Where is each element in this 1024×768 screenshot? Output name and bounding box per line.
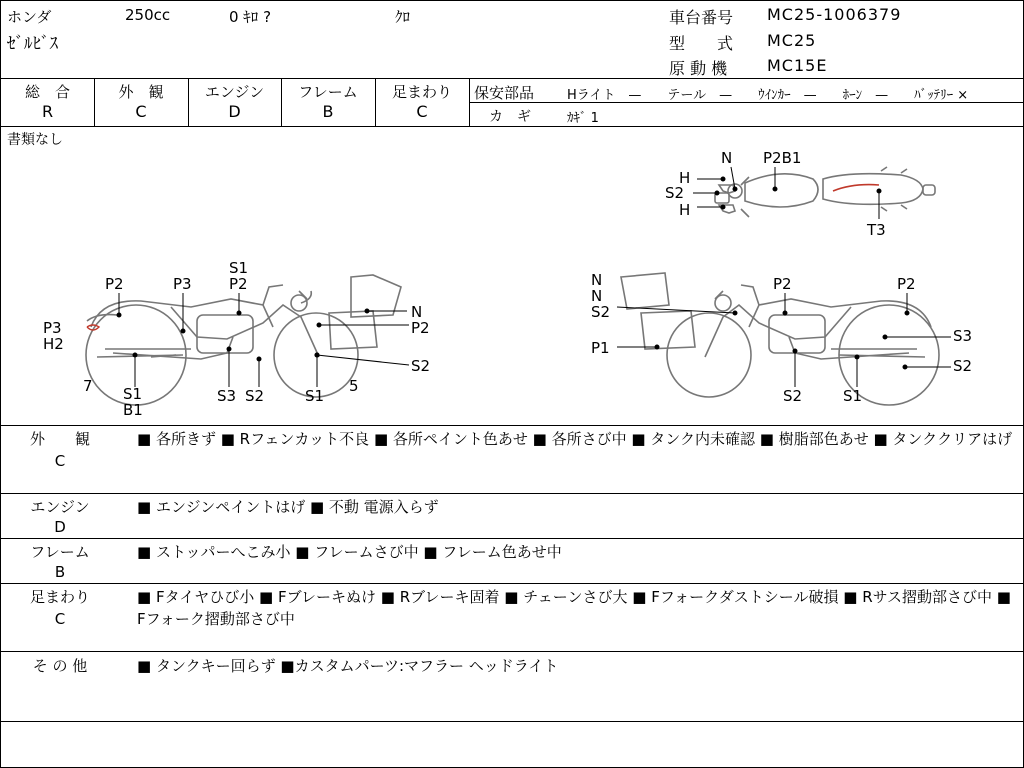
mileage: 0 ｷﾛ ? [229, 8, 272, 26]
grade-exterior-value: C [135, 102, 147, 121]
diag-label: P2 [773, 275, 792, 293]
diag-label: P2 [897, 275, 916, 293]
model-name: ｾﾞﾙﾋﾞｽ [7, 34, 58, 54]
section-engine-text: ■ エンジンペイントはげ ■ 不動 電源入らず [137, 498, 439, 516]
diag-label: S2 [665, 184, 685, 202]
diag-label: H [679, 201, 691, 219]
diag-label: 7 [83, 377, 93, 395]
section-other-text: ■ タンクキー回らず ■カスタムパーツ:マフラー ヘッドライト [137, 657, 559, 675]
grade-suspension-label: 足まわり [391, 83, 452, 101]
section-exterior-label: 外 観 [29, 430, 90, 448]
documents-note: 書類なし [7, 132, 63, 148]
grade-suspension-value: C [416, 102, 428, 121]
key-label: カ ギ [489, 109, 531, 125]
type-value: MC25 [767, 31, 817, 50]
diag-label: N [411, 303, 423, 321]
diag-label: S1 [305, 387, 325, 405]
diag-label: P3 [173, 275, 192, 293]
diag-label: N [591, 271, 603, 289]
diag-label: P1 [591, 339, 610, 357]
section-suspension-grade: C [54, 610, 66, 628]
diag-label: B1 [123, 401, 143, 419]
divider [1, 78, 1023, 79]
engine-label: 原 動 機 [669, 59, 728, 78]
diag-label: H [679, 169, 691, 187]
color: ｸﾛ [395, 8, 411, 26]
safety-items: Hライト — テール — ｳｲﾝｶｰ — ﾎｰﾝ — ﾊﾞｯﾃﾘｰ × [567, 88, 969, 103]
key-value: ｶｷﾞ 1 [567, 111, 599, 126]
diag-label: S3 [953, 327, 973, 345]
section-engine-label: エンジン [30, 498, 90, 516]
diag-label: N [721, 149, 733, 167]
diag-label: S2 [953, 357, 973, 375]
grade-frame-value: B [322, 102, 334, 121]
damage-diagram [1, 127, 1023, 425]
diag-label: S2 [783, 387, 803, 405]
section-exterior-grade: C [54, 452, 66, 470]
diag-label: S2 [411, 357, 431, 375]
diag-label: P2 [105, 275, 124, 293]
maker: ホンダ [7, 8, 52, 26]
diag-label: S2 [591, 303, 611, 321]
frame-no: MC25-1006379 [767, 5, 902, 24]
diag-label: T3 [867, 221, 886, 239]
frame-no-label: 車台番号 [669, 8, 734, 27]
grade-frame-label: フレーム [298, 83, 358, 101]
safety-label: 保安部品 [474, 84, 535, 102]
section-exterior-text: ■ 各所きず ■ Rフェンカット不良 ■ 各所ペイント色あせ ■ 各所さび中 ■ タンク内未確認 ■ 樹脂部色あせ ■ タンククリアはげ [137, 430, 1013, 448]
diag-label: 5 [349, 377, 359, 395]
diag-label: S1 [229, 259, 249, 277]
section-suspension-label: 足まわり [29, 588, 90, 606]
grade-engine-value: D [228, 102, 241, 121]
diag-label: P2 [411, 319, 430, 337]
section-suspension-text: ■ Fタイヤひび小 ■ Fブレーキぬけ ■ Rブレーキ固着 ■ チェーンさび大 ■ Fフォークダストシール破損 ■ Rサス摺動部さび中 ■ Fフォーク摺動部さび中 [137, 588, 1011, 628]
diag-label: S3 [217, 387, 237, 405]
diag-label: S1 [843, 387, 863, 405]
grade-overall-label: 総 合 [24, 83, 70, 101]
section-engine-grade: D [54, 518, 66, 536]
diag-label: S2 [245, 387, 265, 405]
diag-label: P2 [229, 275, 248, 293]
section-frame-grade: B [54, 563, 66, 581]
grade-engine-label: エンジン [204, 83, 265, 101]
diag-label: P3 [43, 319, 62, 337]
scratch-mark [833, 185, 879, 191]
grade-exterior-label: 外 観 [118, 83, 164, 101]
section-frame-text: ■ ストッパーへこみ小 ■ フレームさび中 ■ フレーム色あせ中 [137, 543, 562, 561]
section-other-label: そ の 他 [32, 657, 88, 675]
section-frame-label: フレーム [30, 543, 90, 561]
diag-label: H2 [43, 335, 64, 353]
engine-value: MC15E [767, 56, 828, 75]
diag-label: S1 [123, 385, 143, 403]
diag-label: P2B1 [763, 149, 802, 167]
top-view-motorcycle [715, 167, 935, 217]
type-label: 型 式 [669, 34, 734, 53]
grade-overall-value: R [41, 102, 54, 121]
diag-label: N [591, 287, 603, 305]
displacement: 250cc [125, 6, 171, 24]
